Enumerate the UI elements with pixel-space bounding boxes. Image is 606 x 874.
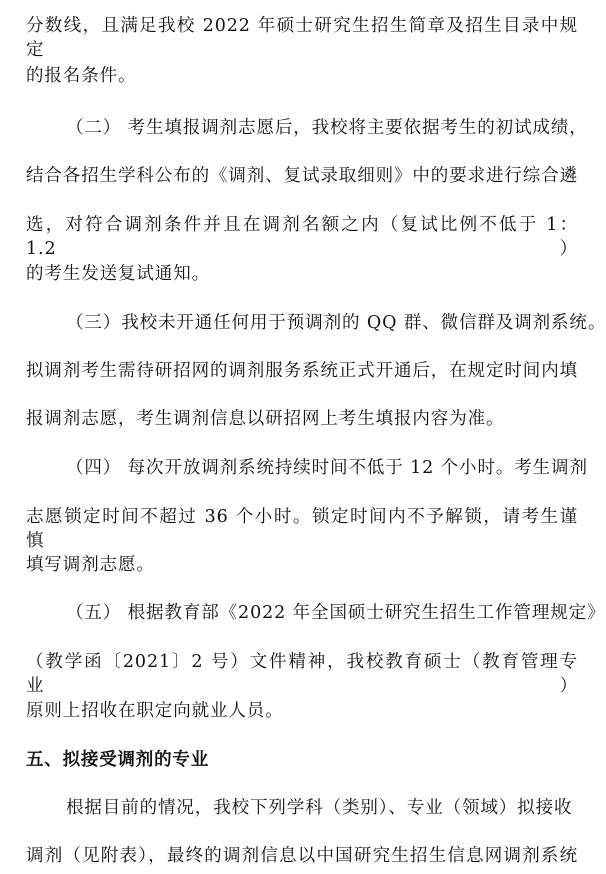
paragraph-line: 结合各招生学科公布的《调剂、复试录取细则》中的要求进行综合遴 <box>26 166 578 186</box>
section-heading: 五、拟接受调剂的专业 <box>26 750 209 770</box>
paragraph-line: 填写调剂志愿。 <box>26 555 155 575</box>
paragraph-line: （四） 每次开放调剂系统持续时间不低于 12 个小时。考生调剂 <box>66 458 588 478</box>
paragraph-line: 原则上招收在职定向就业人员。 <box>26 701 284 721</box>
paragraph-line: （教学函〔2021〕2 号）文件精神，我校教育硕士（教育管理专业） <box>26 652 578 696</box>
paragraph-line: 调剂（见附表），最终的调剂信息以中国研究生招生信息网调剂系统 <box>26 846 578 866</box>
paragraph-line: 的考生发送复试通知。 <box>26 264 210 284</box>
paragraph-line: （五） 根据教育部《2022 年全国硕士研究生招生工作管理规定》 <box>66 603 606 623</box>
paragraph-line: 选，对符合调剂条件并且在调剂名额之内（复试比例不低于 1：1.2） <box>26 215 578 259</box>
paragraph-line: 拟调剂考生需待研招网的调剂服务系统正式开通后，在规定时间内填 <box>26 361 578 381</box>
paragraph-line: 志愿锁定时间不超过 36 个小时。锁定时间内不予解锁，请考生谨慎 <box>26 507 578 551</box>
paragraph-line: 根据目前的情况，我校下列学科（类别）、专业（领域）拟接收 <box>66 798 573 818</box>
paragraph-line: （三）我校未开通任何用于预调剂的 QQ 群、微信群及调剂系统。 <box>66 313 606 333</box>
paragraph-line: 分数线，且满足我校 2022 年硕士研究生招生简章及招生目录中规定 <box>26 16 578 60</box>
paragraph-line: 的报名条件。 <box>26 66 137 86</box>
paragraph-line: 报调剂志愿，考生调剂信息以研招网上考生填报内容为准。 <box>26 409 505 429</box>
paragraph-line: （二） 考生填报调剂志愿后，我校将主要依据考生的初试成绩， <box>66 118 588 138</box>
